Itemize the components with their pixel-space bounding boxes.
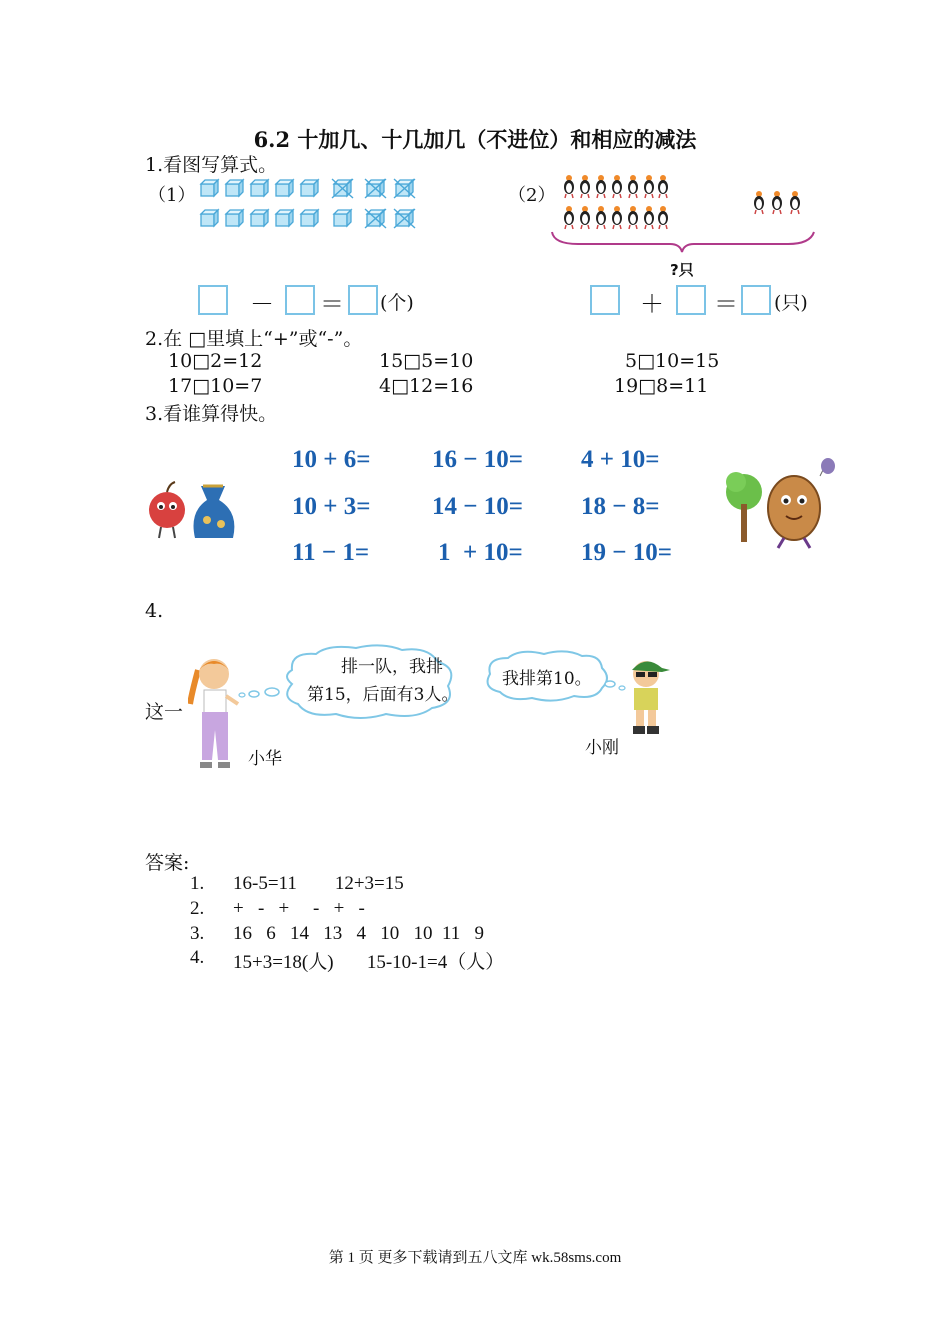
bubble-right-text: 我排第10。 xyxy=(502,669,592,689)
name-left: 小华 xyxy=(248,749,282,769)
answer-number: 1. xyxy=(190,873,205,894)
calc-item: 18 − 8= xyxy=(581,493,660,520)
question-4-number: 4. xyxy=(145,600,164,622)
fill-item: 17□10=7 xyxy=(168,375,263,397)
question-mark-label: ?只 xyxy=(670,261,694,279)
answer-box[interactable] xyxy=(285,285,315,315)
fill-item: 10□2=12 xyxy=(168,350,263,372)
bubble-left-line-2: 第15，后面有3人。 xyxy=(307,685,459,705)
answer-text: 16 6 14 13 4 10 10 11 9 xyxy=(233,923,485,944)
equals-sign: ＝ xyxy=(320,290,344,318)
unit-label: (只) xyxy=(774,292,808,314)
bubble-left-line-1: 排一队，我排 xyxy=(341,657,443,677)
answer-text: + - + - + - xyxy=(233,898,365,919)
fill-item: 15□5=10 xyxy=(379,350,474,372)
answer-box[interactable] xyxy=(590,285,620,315)
answer-box[interactable] xyxy=(198,285,228,315)
name-right: 小刚 xyxy=(585,738,619,758)
plus-sign: ＋ xyxy=(640,290,664,318)
calc-item: 4 + 10= xyxy=(581,446,660,473)
calc-item: 10 + 3= xyxy=(292,493,371,520)
calc-item: 16 − 10= xyxy=(432,446,523,473)
answer-box[interactable] xyxy=(348,285,378,315)
answer-box[interactable] xyxy=(741,285,771,315)
answer-number: 4. xyxy=(190,947,205,968)
answer-number: 2. xyxy=(190,898,205,919)
question-2-heading: 2.在 □里填上“+”或“-”。 xyxy=(145,328,363,350)
answer-text: 15+3=18(人) 15-10-1=4（人） xyxy=(233,952,505,973)
fill-item: 4□12=16 xyxy=(379,375,474,397)
minus-sign: － xyxy=(250,290,274,318)
page-title: 6.2 十加几、十几加几（不进位）和相应的减法 xyxy=(253,127,697,152)
unit-label: (个) xyxy=(380,292,414,314)
question-3-heading: 3.看谁算得快。 xyxy=(145,403,278,425)
calc-item: 11 − 1= xyxy=(292,539,370,566)
boy-illustration xyxy=(624,654,680,738)
fill-item: 5□10=15 xyxy=(625,350,720,372)
fill-item: 19□8=11 xyxy=(614,375,709,397)
calc-item: 19 − 10= xyxy=(581,539,672,566)
answer-number: 3. xyxy=(190,923,205,944)
question-1-heading: 1.看图写算式。 xyxy=(145,154,278,176)
equals-sign: ＝ xyxy=(714,290,738,318)
part-1-label: （1） xyxy=(148,185,196,206)
answers-heading: 答案: xyxy=(145,852,190,874)
part-2-label: （2） xyxy=(508,185,556,206)
answer-text: 16-5=11 12+3=15 xyxy=(233,873,404,894)
question-4-lead: 这一 xyxy=(145,701,184,723)
calc-item: 10 + 6= xyxy=(292,446,371,473)
cubes-illustration xyxy=(195,176,425,232)
tree-potato-illustration xyxy=(722,458,840,550)
apple-bag-illustration xyxy=(145,472,241,544)
calc-item: 1 + 10= xyxy=(438,539,523,566)
answer-box[interactable] xyxy=(676,285,706,315)
page-footer: 第 1 页 更多下载请到五八文库 wk.58sms.com xyxy=(328,1250,622,1266)
calc-item: 14 − 10= xyxy=(432,493,523,520)
